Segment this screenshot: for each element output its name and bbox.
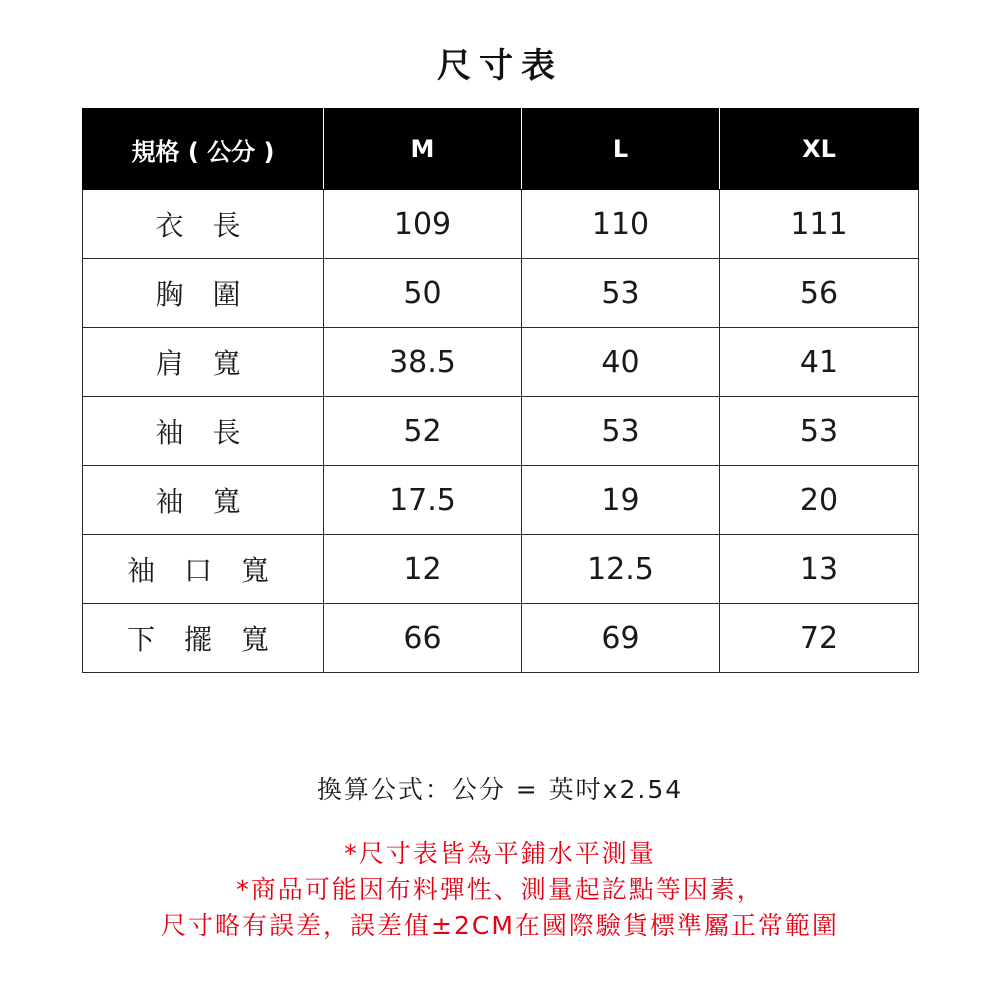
row-label: 袖 寬 bbox=[83, 466, 324, 535]
cell-l: 53 bbox=[522, 397, 720, 466]
table-row bbox=[83, 604, 919, 673]
cell-l: 12.5 bbox=[522, 535, 720, 604]
measurement-notes bbox=[0, 836, 1000, 944]
row-label: 袖 口 寬 bbox=[83, 535, 324, 604]
cell-m: 66 bbox=[324, 604, 522, 673]
note-line: *商品可能因布料彈性、測量起訖點等因素， bbox=[236, 875, 764, 904]
cell-l: 19 bbox=[522, 466, 720, 535]
cell-l: 110 bbox=[522, 190, 720, 259]
header-size-xl: XL bbox=[720, 109, 919, 190]
table-row bbox=[83, 190, 919, 259]
header-size-m: M bbox=[324, 109, 522, 190]
cell-xl: 20 bbox=[720, 466, 919, 535]
cell-xl: 53 bbox=[720, 397, 919, 466]
table-row bbox=[83, 328, 919, 397]
page-title: 尺寸表 bbox=[437, 46, 563, 86]
size-table bbox=[82, 108, 919, 673]
cell-l: 40 bbox=[522, 328, 720, 397]
cell-m: 12 bbox=[324, 535, 522, 604]
row-label: 胸 圍 bbox=[83, 259, 324, 328]
cell-m: 17.5 bbox=[324, 466, 522, 535]
cell-m: 50 bbox=[324, 259, 522, 328]
row-label: 袖 長 bbox=[83, 397, 324, 466]
row-label: 肩 寬 bbox=[83, 328, 324, 397]
table-row bbox=[83, 397, 919, 466]
row-label: 下 擺 寬 bbox=[83, 604, 324, 673]
cell-m: 52 bbox=[324, 397, 522, 466]
table-row bbox=[83, 466, 919, 535]
header-size-l: L bbox=[522, 109, 720, 190]
table-row bbox=[83, 259, 919, 328]
cell-m: 109 bbox=[324, 190, 522, 259]
cell-l: 53 bbox=[522, 259, 720, 328]
cell-xl: 111 bbox=[720, 190, 919, 259]
cell-m: 38.5 bbox=[324, 328, 522, 397]
row-label: 衣 長 bbox=[83, 190, 324, 259]
cell-xl: 56 bbox=[720, 259, 919, 328]
cell-l: 69 bbox=[522, 604, 720, 673]
cell-xl: 13 bbox=[720, 535, 919, 604]
table-row bbox=[83, 535, 919, 604]
note-line: 尺寸略有誤差，誤差值±2CM在國際驗貨標準屬正常範圍 bbox=[161, 911, 839, 940]
table-header-row bbox=[83, 109, 919, 190]
cell-xl: 72 bbox=[720, 604, 919, 673]
conversion-formula: 換算公式：公分 = 英吋x2.54 bbox=[316, 775, 684, 804]
cell-xl: 41 bbox=[720, 328, 919, 397]
header-spec: 規格 ( 公分 ) bbox=[83, 109, 324, 190]
note-line: *尺寸表皆為平鋪水平測量 bbox=[344, 839, 656, 868]
